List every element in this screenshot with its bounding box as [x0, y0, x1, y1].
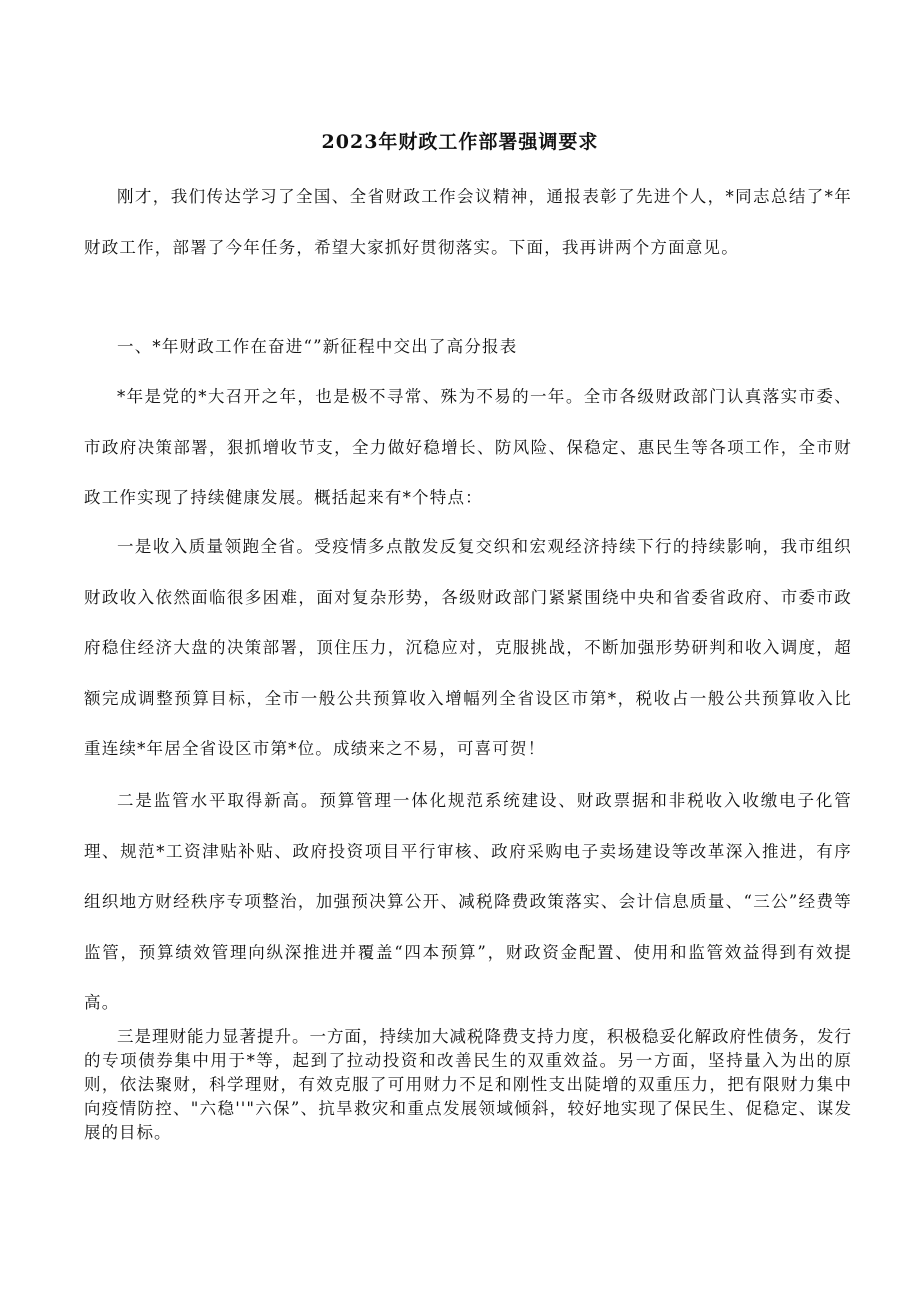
paragraph-supervision: 二是监管水平取得新高。预算管理一体化规范系统建设、财政票据和非税收入收缴电子化管理、规范*工资津贴补贴、政府投资项目平行审核、政府采购电子卖场建设等改革深入推进，有序组织地方财经秩序专项整治，加强预决算公开、减税降费政策落实、会计信息质量、“三公”经费等监管，预算绩效管理向纵深推进并覆盖“四本预算”，财政资金配置、使用和监管效益得到有效提高。	[84, 791, 852, 1012]
paragraph-revenue-quality: 一是收入质量领跑全省。受疫情多点散发反复交织和宏观经济持续下行的持续影响，我市组织财政收入依然面临很多困难，面对复杂形势，各级财政部门紧紧围绕中央和省委省政府、市委市政府稳住经济大盘的决策部署，顶住压力，沉稳应对，克服挑战，不断加强形势研判和收入调度，超额完成调整预算目标，全市一般公共预算收入增幅列全省设区市第*，税收占一般公共预算收入比重连续*年居全省设区市第*位。成绩来之不易，可喜可贺！	[84, 537, 852, 758]
paragraph-opening: 刚才，我们传达学习了全国、全省财政工作会议精神，通报表彰了先进个人，*同志总结了*年财政工作，部署了今年任务，希望大家抓好贯彻落实。下面，我再讲两个方面意见。	[84, 187, 852, 257]
section-heading-1: 一、*年财政工作在奋进“”新征程中交出了高分报表	[117, 337, 518, 356]
document-title: 2023年财政工作部署强调要求	[321, 131, 599, 153]
paragraph-financial-management: 三是理财能力显著提升。一方面，持续加大减税降费支持力度，积极稳妥化解政府性债务，发行的专项债券集中用于*等，起到了拉动投资和改善民生的双重效益。另一方面，坚持量入为出的原则，依法聚财，科学理财，有效克服了可用财力不足和刚性支出陡增的双重压力，把有限财力集中向疫情防控、"六稳''"六保”、抗旱救灾和重点发展领域倾斜，较好地实现了保民生、促稳定、谋发展的目标。	[84, 1027, 852, 1142]
paragraph-year-overview: *年是党的*大召开之年，也是极不寻常、殊为不易的一年。全市各级财政部门认真落实市委、市政府决策部署，狠抓增收节支，全力做好稳增长、防风险、保稳定、惠民生等各项工作，全市财政工作实现了持续健康发展。概括起来有*个特点：	[84, 387, 852, 507]
